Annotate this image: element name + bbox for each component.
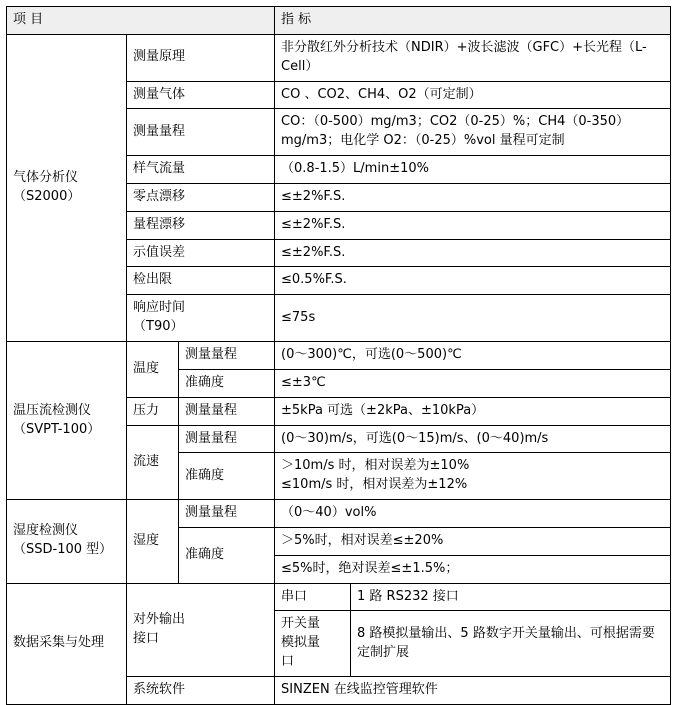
- port-name-line1: 开关量: [281, 616, 321, 632]
- row-label: 测量量程: [179, 397, 275, 425]
- subgroup-velocity: 流速: [127, 425, 179, 500]
- row-value: (0～300)℃，可选(0～500)℃: [275, 341, 671, 369]
- port-name-switch-analog: [275, 611, 351, 677]
- row-value: （0～40）vol%: [275, 500, 671, 528]
- row-label: 测量量程: [179, 341, 275, 369]
- row-label: 测量量程: [179, 425, 275, 453]
- group-name-humidity-detector: [7, 500, 127, 584]
- port-value-switch-analog: 8 路模拟量输出、5 路数字开关量输出、可根据需要定制扩展: [351, 611, 671, 677]
- row-value: （0.8-1.5）L/min±10%: [275, 156, 671, 184]
- group-name-line1: 温压流检测仪: [13, 402, 92, 418]
- table-row: [7, 500, 671, 528]
- row-value: [275, 453, 671, 500]
- table-row: [7, 583, 671, 611]
- row-value-line1: ＞10m/s 时，相对误差为±10%: [281, 458, 470, 474]
- port-name-serial: 串口: [275, 583, 351, 611]
- row-value: CO：（0-500）mg/m3；CO2（0-25）%；CH4（0-350） mg/m3；电化学 O2：（0-25）%vol 量程可定制: [275, 109, 671, 156]
- row-label: 测量量程: [127, 109, 275, 156]
- row-label: 量程漂移: [127, 211, 275, 239]
- io-label-line2: 接口: [133, 630, 160, 646]
- subgroup-pressure: 压力: [127, 397, 179, 425]
- header-item: 项 目: [7, 7, 275, 35]
- header-spec: 指 标: [275, 7, 671, 35]
- row-value: (0～30)m/s，可选(0～15)m/s、(0～40)m/s: [275, 425, 671, 453]
- software-value: SINZEN 在线监控管理软件: [275, 676, 671, 704]
- row-label: 测量气体: [127, 81, 275, 109]
- group-name-gas-analyzer: [7, 34, 127, 341]
- row-label: 样气流量: [127, 156, 275, 184]
- port-name-line3: 口: [281, 654, 295, 670]
- io-interface-label: [127, 583, 275, 676]
- table-row: [7, 341, 671, 369]
- table-header-row: [7, 7, 671, 35]
- row-label: 检出限: [127, 267, 275, 295]
- row-value-line2: ≤10m/s 时，相对误差为±12%: [281, 477, 468, 493]
- group-name-line1: 数据采集与处理: [13, 635, 105, 651]
- row-value: ＞5%时，相对误差≤±20%: [275, 527, 671, 555]
- group-name-line1: 气体分析仪: [13, 170, 79, 186]
- row-value: ≤75s: [275, 295, 671, 342]
- subgroup-humidity: 湿度: [127, 500, 179, 584]
- row-label: 测量原理: [127, 34, 275, 81]
- group-name-data-acquisition: [7, 583, 127, 704]
- port-value-serial: 1 路 RS232 接口: [351, 583, 671, 611]
- specification-table: [6, 6, 671, 705]
- subgroup-temperature: 温度: [127, 341, 179, 397]
- row-value: ≤±3℃: [275, 369, 671, 397]
- group-name-tpv-detector: [7, 341, 127, 499]
- row-label-line1: 响应时间: [133, 300, 186, 316]
- software-label: 系统软件: [127, 676, 275, 704]
- row-label: 零点漂移: [127, 183, 275, 211]
- row-value: ±5kPa 可选（±2kPa、±10kPa）: [275, 397, 671, 425]
- group-name-line1: 湿度检测仪: [13, 523, 79, 539]
- row-label: 测量量程: [179, 500, 275, 528]
- group-name-line2: （S2000）: [13, 188, 81, 204]
- port-name-line2: 模拟量: [281, 635, 321, 651]
- row-value: ≤±2%F.S.: [275, 239, 671, 267]
- row-label: 准确度: [179, 527, 275, 583]
- row-label: 示值误差: [127, 239, 275, 267]
- row-value: ≤0.5%F.S.: [275, 267, 671, 295]
- row-value: CO 、CO2、CH4、O2（可定制）: [275, 81, 671, 109]
- row-label-line2: （T90）: [133, 319, 184, 335]
- row-value: ≤±2%F.S.: [275, 211, 671, 239]
- row-value: ≤±2%F.S.: [275, 183, 671, 211]
- table-row: [7, 34, 671, 81]
- group-name-line2: （SVPT-100）: [13, 421, 101, 437]
- group-name-line2: （SSD-100 型）: [13, 542, 113, 558]
- row-label: 准确度: [179, 453, 275, 500]
- row-label: 准确度: [179, 369, 275, 397]
- row-value: 非分散红外分析技术（NDIR）+波长滤波（GFC）+长光程（L-Cell）: [275, 34, 671, 81]
- row-value: ≤5%时，绝对误差≤±1.5%；: [275, 555, 671, 583]
- row-label: [127, 295, 275, 342]
- io-label-line1: 对外输出: [133, 611, 186, 627]
